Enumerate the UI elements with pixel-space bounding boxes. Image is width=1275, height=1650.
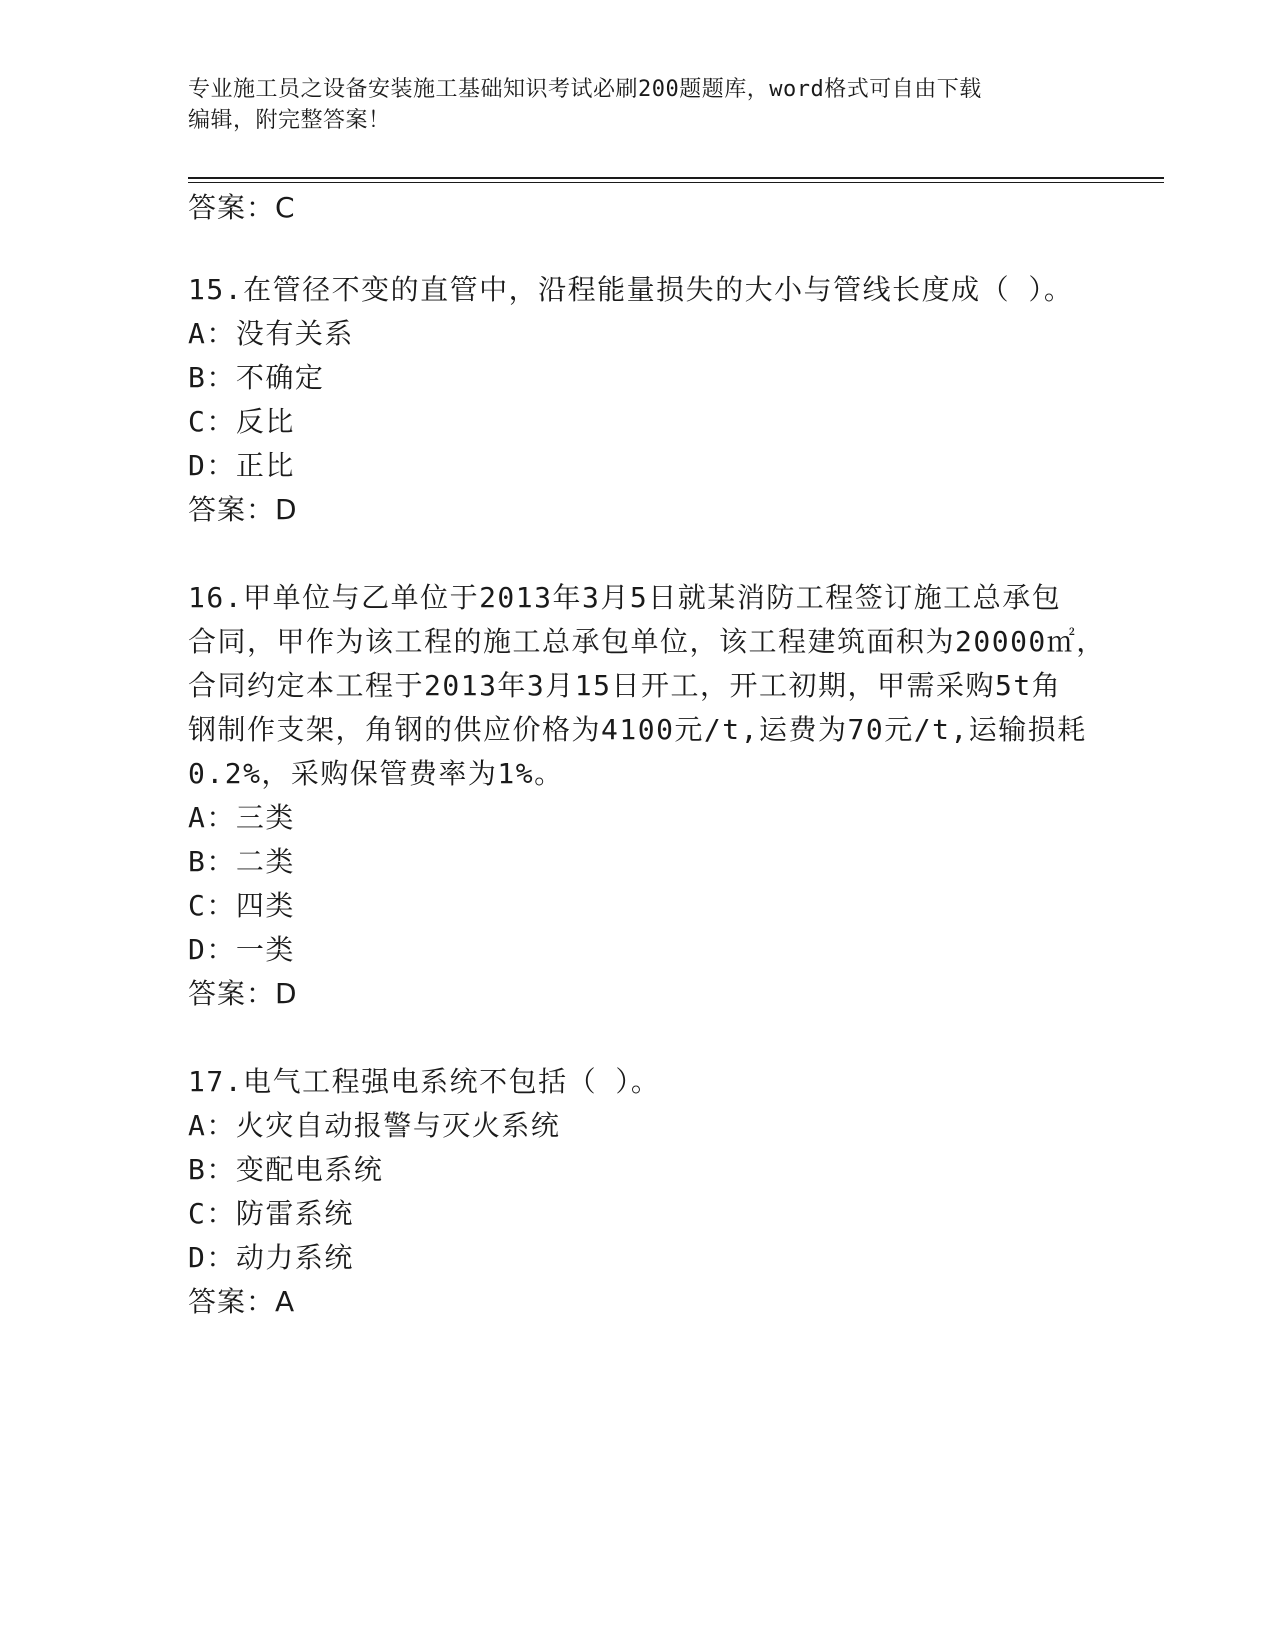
- header-rule-thin: [188, 182, 1164, 183]
- question-17-stem: 17.电气工程强电系统不包括（ ）。: [188, 1065, 661, 1098]
- question-17-option-d: D：动力系统: [188, 1241, 354, 1274]
- document-header: [188, 74, 1078, 136]
- previous-answer: 答案：C: [188, 191, 296, 224]
- header-line-1: 专业施工员之设备安装施工基础知识考试必刷200题题库，word格式可自由下载: [188, 77, 982, 102]
- question-15-option-d: D：正比: [188, 449, 295, 482]
- question-16-stem-line-3: 合同约定本工程于2013年3月15日开工，开工初期，甲需采购5t角: [188, 669, 1062, 702]
- question-16-stem-line-5: 0.2%，采购保管费率为1%。: [188, 757, 564, 790]
- question-16-option-b: B：二类: [188, 845, 295, 878]
- question-15-option-a: A：没有关系: [188, 317, 354, 350]
- question-16-option-d: D：一类: [188, 933, 295, 966]
- question-17-option-b: B：变配电系统: [188, 1153, 384, 1186]
- question-15-stem: 15.在管径不变的直管中，沿程能量损失的大小与管线长度成（ ）。: [188, 273, 1074, 306]
- question-16-option-c: C：四类: [188, 889, 295, 922]
- question-15-option-b: B：不确定: [188, 361, 325, 394]
- header-rule-thick: [188, 177, 1164, 179]
- question-16-answer: 答案：D: [188, 977, 298, 1010]
- question-15-answer: 答案：D: [188, 493, 298, 526]
- question-17-option-a: A：火灾自动报警与灭火系统: [188, 1109, 561, 1142]
- question-16-stem-line-1: 16.甲单位与乙单位于2013年3月5日就某消防工程签订施工总承包: [188, 581, 1062, 614]
- question-17-answer: 答案：A: [188, 1285, 296, 1318]
- question-16-stem-line-4: 钢制作支架，角钢的供应价格为4100元/t,运费为70元/t,运输损耗: [188, 713, 1087, 746]
- question-16-stem-line-2: 合同，甲作为该工程的施工总承包单位，该工程建筑面积为20000㎡，: [188, 625, 1106, 658]
- question-16-option-a: A：三类: [188, 801, 295, 834]
- question-15-option-c: C：反比: [188, 405, 295, 438]
- question-17-option-c: C：防雷系统: [188, 1197, 354, 1230]
- header-line-2: 编辑，附完整答案！: [188, 108, 391, 133]
